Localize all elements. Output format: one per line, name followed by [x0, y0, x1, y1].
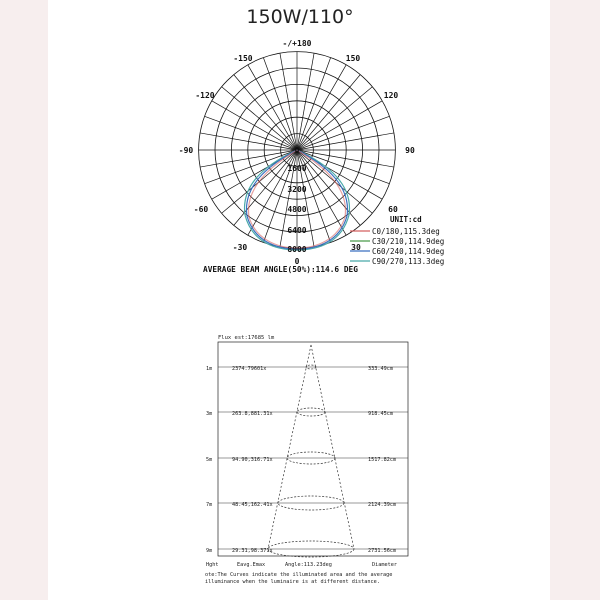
polar-legend: [350, 215, 444, 266]
angle-label-p90: 90: [405, 146, 415, 155]
row-distance: 3m: [206, 411, 213, 417]
note-line-2: illuminance when the luminaire is at different distance.: [205, 579, 380, 585]
polar-diagram: [179, 39, 444, 274]
row-lux: 263.8,881.31x: [232, 411, 273, 417]
footer-height-label: Hght: [206, 562, 219, 568]
angle-label-p30: 30: [351, 243, 361, 252]
flux-label: Flux est:17685 lm: [218, 335, 275, 341]
illuminated-areas: [268, 365, 354, 557]
row-diameter: 2124.39cm: [368, 502, 397, 508]
intensity-label: 0: [294, 146, 300, 155]
row-lux: 29.31,98.371x: [232, 548, 273, 554]
intensity-label: 3200: [287, 185, 307, 194]
row-diameter: 1517.82cm: [368, 457, 397, 463]
row-distance: 7m: [206, 502, 213, 508]
row-distance: 1m: [206, 366, 213, 372]
angle-label-m90: -90: [178, 146, 194, 155]
beam-angle-caption: AVERAGE BEAM ANGLE(50%):114.6 DEG: [203, 265, 358, 274]
footer-diameter-label: Diameter: [372, 562, 397, 568]
product-title: 150W/110°: [246, 6, 354, 28]
legend-label: C30/210,114.9deg: [372, 237, 445, 246]
angle-label-p60: 60: [388, 205, 398, 214]
footer-eavg-label: Eavg.Emax: [237, 562, 266, 568]
angle-label-p150: 150: [345, 54, 361, 63]
unit-label: UNIT:cd: [390, 215, 422, 224]
row-distance: 5m: [206, 457, 213, 463]
angle-label-top: -/+180: [282, 39, 312, 48]
legend-label: C60/240,114.9deg: [372, 247, 445, 256]
intensity-label: 8000: [287, 245, 307, 254]
intensity-label: 6400: [287, 226, 307, 235]
cone-rows: [206, 366, 396, 554]
note-line-1: ote:The Curves indicate the illuminated area and the average: [205, 572, 393, 578]
cone-edges: [268, 345, 354, 549]
angle-label-m30: -30: [232, 243, 248, 252]
cone-footer: [205, 562, 397, 585]
row-lux: 2374.79601x: [232, 366, 267, 372]
row-diameter: 918.45cm: [368, 411, 393, 417]
cone-frame: [218, 342, 408, 556]
row-lux: 94.90,316.71x: [232, 457, 273, 463]
row-diameter: 2731.56cm: [368, 548, 397, 554]
intensity-label: 4800: [287, 205, 307, 214]
angle-label-m120: -120: [195, 91, 215, 100]
intensity-label: 1600: [287, 164, 307, 173]
angle-label-bottom: 0: [294, 257, 300, 266]
footer-angle-label: Angle:113.23deg: [285, 562, 332, 568]
angle-label-m60: -60: [193, 205, 209, 214]
row-diameter: 333.49cm: [368, 366, 393, 372]
angle-label-p120: 120: [383, 91, 399, 100]
illuminance-cone-diagram: [205, 335, 408, 585]
legend-label: C0/180,115.3deg: [372, 227, 440, 236]
row-lux: 48.45,162.41x: [232, 502, 273, 508]
legend-label: C90/270,113.3deg: [372, 257, 445, 266]
angle-label-m150: -150: [233, 54, 253, 63]
row-distance: 9m: [206, 548, 213, 554]
